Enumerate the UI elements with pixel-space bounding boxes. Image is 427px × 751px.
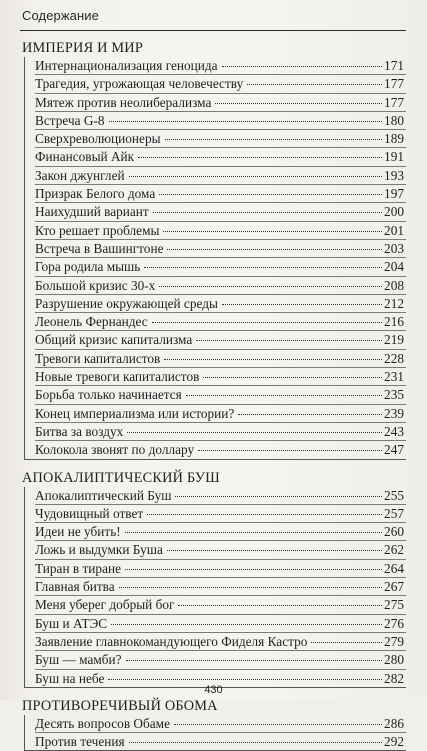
toc-entry	[35, 148, 406, 166]
section-entries	[24, 715, 406, 751]
entry-page-number: 235	[384, 387, 404, 403]
entry-title: Финансовый Айк	[35, 149, 135, 165]
toc-entry	[35, 368, 406, 386]
dot-leader	[198, 450, 382, 451]
toc-entry	[35, 277, 406, 295]
entry-page-number: 280	[384, 652, 404, 668]
toc-section	[22, 698, 406, 751]
entry-page-number: 257	[384, 505, 404, 521]
dot-leader	[108, 679, 382, 680]
dot-leader	[165, 139, 383, 140]
entry-title: Большой кризис 30-х	[35, 277, 156, 293]
entry-page-number: 275	[384, 597, 404, 613]
toc-entry	[35, 258, 406, 276]
dot-leader	[138, 157, 382, 158]
dot-leader	[144, 267, 382, 268]
toc-entry	[35, 487, 406, 505]
entry-title: Закон джунглей	[35, 167, 125, 183]
entry-page-number: 208	[384, 277, 404, 293]
entry-page-number: 189	[384, 131, 404, 147]
toc-entry	[35, 651, 406, 669]
entry-page-number: 177	[384, 94, 404, 110]
dot-leader	[125, 532, 382, 533]
entry-page-number: 200	[384, 204, 404, 220]
entry-page-number: 193	[384, 167, 404, 183]
toc-entry	[35, 733, 406, 750]
entry-title: Заявление главнокомандующего Фиделя Кастро	[35, 633, 308, 649]
entry-title: Трагедия, угрожающая человечеству	[35, 76, 244, 92]
toc-entry	[35, 313, 406, 331]
toc-entry	[35, 633, 406, 651]
entry-page-number: 255	[384, 487, 404, 503]
dot-leader	[186, 395, 382, 396]
toc-entry	[35, 596, 406, 614]
entry-title: Тревоги капиталистов	[35, 350, 161, 366]
entry-page-number: 216	[384, 314, 404, 330]
toc-entry	[35, 112, 406, 130]
toc-entry	[35, 386, 406, 404]
dot-leader	[125, 569, 382, 570]
dot-leader	[147, 514, 382, 515]
entry-title: Разрушение окружающей среды	[35, 295, 218, 311]
dot-leader	[167, 249, 382, 250]
entry-title: Борьба только начинается	[35, 387, 182, 403]
section-title: ПРОТИВОРЕЧИВЫЙ ОБОМА	[22, 697, 218, 714]
dot-leader	[174, 724, 382, 725]
entry-page-number: 219	[384, 332, 404, 348]
dot-leader	[153, 212, 382, 213]
toc-entry	[35, 130, 406, 148]
toc-entry	[35, 615, 406, 633]
dot-leader	[247, 84, 382, 85]
toc-entry	[35, 331, 406, 349]
toc-entry	[35, 295, 406, 313]
entry-page-number: 204	[384, 259, 404, 275]
entry-title: Буш на небе	[35, 670, 105, 686]
entry-title: Тиран в тиране	[35, 560, 121, 576]
dot-leader	[175, 496, 382, 497]
entry-title: Идеи не убить!	[35, 524, 121, 540]
entry-title: Наихудший вариант	[35, 204, 149, 220]
entry-page-number: 282	[384, 670, 404, 686]
entry-title: Кто решает проблемы	[35, 222, 160, 238]
entry-page-number: 177	[384, 76, 404, 92]
entry-title: Встреча в Вашингтоне	[35, 240, 164, 256]
toc-entry	[35, 75, 406, 93]
dot-leader	[119, 587, 382, 588]
toc-entry	[35, 541, 406, 559]
entry-title: Главная битва	[35, 579, 115, 595]
entry-title: Леонель Фернандес	[35, 314, 148, 330]
dot-leader	[129, 742, 382, 743]
entry-title: Буш — мамби?	[35, 652, 122, 668]
entry-title: Битва за воздух	[35, 423, 124, 439]
entry-title: Встреча G-8	[35, 112, 105, 128]
entry-page-number: 276	[384, 615, 404, 631]
entry-title: Ложь и выдумки Буша	[35, 542, 163, 558]
toc-entry	[35, 423, 406, 441]
toc-entry	[35, 185, 406, 203]
dot-leader	[203, 377, 382, 378]
dot-leader	[164, 359, 382, 360]
toc-entry	[35, 505, 406, 523]
entry-title: Интернационализация геноцида	[35, 58, 218, 73]
entry-page-number: 231	[384, 369, 404, 385]
dot-leader	[109, 121, 382, 122]
toc-entry	[35, 578, 406, 596]
section-title: АПОКАЛИПТИЧЕСКИЙ БУШ	[22, 469, 220, 486]
entry-page-number: 201	[384, 222, 404, 238]
section-entries	[24, 487, 406, 688]
toc-entry	[35, 167, 406, 185]
entry-title: Колокола звонят по доллару	[35, 442, 195, 458]
toc-entry	[35, 350, 406, 368]
dot-leader	[159, 194, 382, 195]
dot-leader	[167, 550, 382, 551]
toc-section	[22, 470, 406, 688]
entry-title: Новые тревоги капиталистов	[35, 369, 200, 385]
entry-page-number: 262	[384, 542, 404, 558]
dot-leader	[127, 432, 382, 433]
entry-page-number: 286	[384, 715, 404, 731]
dot-leader	[126, 660, 382, 661]
toc-entry	[35, 405, 406, 423]
entry-title: Призрак Белого дома	[35, 186, 156, 202]
dot-leader	[129, 176, 382, 177]
dot-leader	[196, 340, 382, 341]
entry-page-number: 171	[384, 58, 404, 73]
toc-entry	[35, 523, 406, 541]
dot-leader	[222, 66, 383, 67]
entry-title: Общий кризис капитализма	[35, 332, 193, 348]
dot-leader	[111, 624, 382, 625]
entry-title: Гора родила мышь	[35, 259, 141, 275]
entry-page-number: 267	[384, 579, 404, 595]
entry-page-number: 239	[384, 405, 404, 421]
toc-entry	[35, 715, 406, 733]
dot-leader	[215, 103, 382, 104]
running-head: Содержание	[22, 8, 99, 23]
entry-page-number: 203	[384, 240, 404, 256]
entry-title: Мятеж против неолиберализма	[35, 94, 212, 110]
toc-entry	[35, 94, 406, 112]
section-entries	[24, 57, 406, 460]
entry-page-number: 228	[384, 350, 404, 366]
entry-page-number: 191	[384, 149, 404, 165]
entry-title: Против течения	[35, 734, 125, 750]
entry-title: Сверхреволюционеры	[35, 131, 161, 147]
header-rule	[20, 30, 406, 31]
table-of-contents	[22, 40, 406, 751]
section-title: ИМПЕРИЯ И МИР	[22, 40, 143, 56]
entry-title: Буш и АТЭС	[35, 615, 108, 631]
dot-leader	[159, 286, 382, 287]
entry-title: Чудовищный ответ	[35, 505, 144, 521]
dot-leader	[238, 414, 382, 415]
dot-leader	[152, 322, 382, 323]
toc-entry	[35, 57, 406, 75]
dot-leader	[311, 642, 382, 643]
dot-leader	[163, 231, 382, 232]
entry-page-number: 180	[384, 112, 404, 128]
entry-page-number: 243	[384, 423, 404, 439]
entry-page-number: 247	[384, 442, 404, 458]
entry-page-number: 260	[384, 524, 404, 540]
toc-entry	[35, 560, 406, 578]
toc-entry	[35, 240, 406, 258]
toc-entry	[35, 203, 406, 221]
entry-title: Конец империализма или истории?	[35, 405, 235, 421]
entry-title: Десять вопросов Обаме	[35, 715, 171, 731]
toc-entry	[35, 222, 406, 240]
dot-leader	[178, 605, 382, 606]
page-number: 430	[204, 684, 223, 696]
toc-section	[22, 40, 406, 460]
dot-leader	[222, 304, 382, 305]
toc-entry	[35, 441, 406, 458]
entry-page-number: 279	[384, 633, 404, 649]
entry-page-number: 212	[384, 295, 404, 311]
entry-page-number: 264	[384, 560, 404, 576]
entry-title: Меня уберег добрый бог	[35, 597, 175, 613]
entry-page-number: 292	[384, 734, 404, 750]
entry-title: Апокалиптический Буш	[35, 487, 172, 503]
entry-page-number: 197	[384, 186, 404, 202]
